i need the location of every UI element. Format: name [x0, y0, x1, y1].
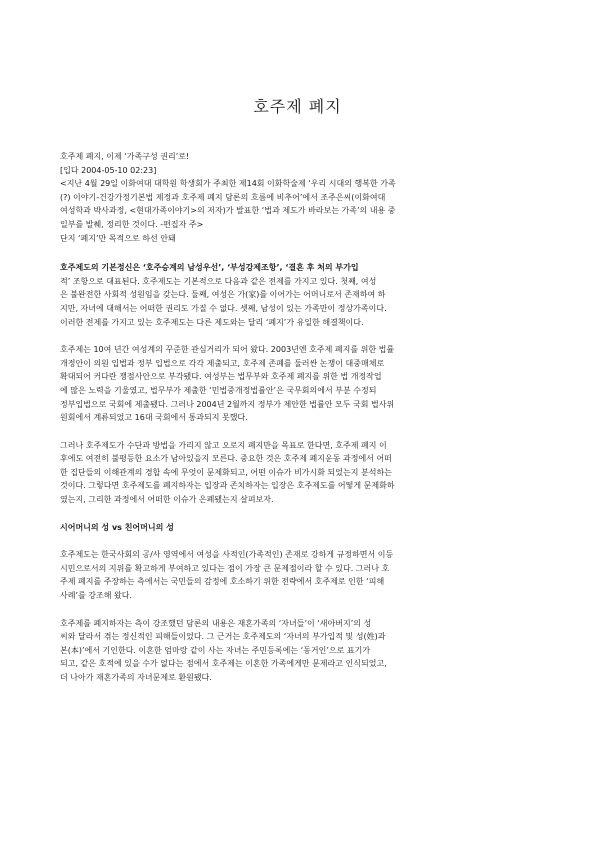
paragraph-line: 지만, 자녀에 대해서는 어떠한 권리도 가질 수 없다. 셋째, 남성이 있는 가족만이 정상가족이다. [60, 303, 387, 313]
section-heading: 단지 ‘폐지’만 목적으로 하선 안돼 [60, 233, 176, 243]
paragraph-line: 적’ 조항으로 대표된다. 호주제도는 기본적으로 다음과 같은 전제를 가지고 있다. 첫째, 여성 [60, 276, 377, 286]
paragraph-4 [60, 548, 528, 602]
paragraph-line: 에 많은 노력을 기울였고, 법무부가 제출한 ‘민법중개정법률안’은 국무회의에서 부분 수정되 [60, 385, 377, 395]
paragraph-line: 개정안이 의원 입법과 정부 입법으로 각각 제출되고, 호주제 존폐를 둘러싼 논쟁이 대중매체로 [60, 358, 385, 368]
paragraph-line: 정부입법으로 국회에 제출됐다. 그러나 2004년 2월까지 정부가 제안한 법률안 모두 국회 법사위 [60, 399, 395, 409]
intro-line: 일부를 발췌, 정리한 것이다. -편집자 주> [60, 219, 204, 229]
paragraph-line: 것이다. 그렇다면 호주제도를 폐지하자는 입장과 존치하자는 입장은 호주제도를 어떻게 문제화하 [60, 481, 395, 491]
paragraph-line: 은 불완전한 사회적 성원임을 갖는다. 둘째, 여성은 가(家)를 이어가는 어머니로서 존재하여 하 [60, 290, 386, 300]
document-body [60, 150, 528, 685]
paragraph-line: 확대되어 커다란 쟁점사안으로 부각됐다. 여성부는 법무부와 호주제 폐지를 위한 법 개정작업 [60, 372, 382, 382]
intro-line: (?) 이야기-건강가정기본법 제정과 호주제 폐지 담론의 흐름에 비추어’에서 조주은씨(이화여대 [60, 192, 386, 202]
paragraph-line: 되고, 같은 호적에 있을 수가 없다는 점에서 호주제는 이혼한 가족에게만 문제라고 인식되었고, [60, 659, 387, 669]
paragraph-line: 한 집단들의 이해관계의 경합 속에 무엇이 문제화되고, 어떤 이슈가 비가시화 되었는지 분석하는 [60, 467, 392, 477]
paragraph-line: 그러나 호주제도가 수단과 방법을 가리지 않고 오로지 폐지만을 목표로 한다면, 호주제 폐지 이 [60, 440, 387, 450]
article-subtitle: 호주제 폐지, 이제 ‘가족구성 권리’로! [60, 152, 190, 161]
paragraph-line: 사례’를 강조해 왔다. [60, 591, 132, 601]
section-heading: 시어머니의 성 vs 친어머니의 성 [60, 522, 174, 532]
paragraph-line: 더 나아가 재혼가족의 자녀문제로 환원됐다. [60, 673, 212, 682]
paragraph-1 [60, 261, 528, 329]
paragraph-line: 이러한 전제를 가지고 있는 호주제도는 다른 제도와는 달리 ‘폐지’가 유일한 해결책이다. [60, 317, 364, 327]
paragraph-line: 주제 폐지를 주장하는 측에서는 국민들의 감정에 호소하기 위한 전략에서 호주제로 인한 ‘피해 [60, 577, 385, 587]
paragraph-line: 원회에서 계류되었고 16대 국회에서 통과되지 못했다. [60, 413, 248, 423]
intro-line: 여성학과 박사과정, <현대가족이야기>의 저자)가 발표한 ‘법과 제도가 바라보는 가족’의 내용 중 [60, 206, 396, 216]
article-date: [입다 2004-05-10 02:23] [60, 165, 157, 175]
paragraph-3 [60, 439, 528, 507]
paragraph-line: 씨와 달라서 겪는 정신적인 피해들이었다. 그 근거는 호주제도의 ‘자녀의 부가입적 및 성(姓)과 [60, 632, 386, 642]
paragraph-line: 시민으로서의 지위를 확고하게 부여하고 있다는 점이 가장 큰 문제점이라 할 수 있다. 그러나 호 [60, 563, 390, 573]
paragraph-line: 본(本)’에서 기인한다. 이혼한 엄마랑 같이 사는 자녀는 주민등록에는 ‘동거인’으로 표기가 [60, 645, 371, 655]
paragraph-line: 후에도 여전히 불평등한 요소가 남아있을지 모른다. 중요한 것은 호주제 폐지운동 과정에서 어떠 [60, 454, 392, 464]
paragraph-line: 호주제도의 기본정신은 ‘호주승계의 남성우선’, ‘부성강제조항’, ‘결혼 후 처의 부가입 [60, 263, 359, 273]
paragraph-line: 호주제를 폐지하자는 측이 강조했던 담론의 내용은 재혼가족의 ‘자녀들’이 ‘새아버지’의 성 [60, 618, 372, 628]
document-title: 호주제 폐지 [253, 97, 342, 116]
paragraph-line: 호주제는 10여 년간 여성계의 꾸준한 관심거리가 되어 왔다. 2003년엔 호주제 폐지를 위한 법률 [60, 345, 395, 355]
paragraph-line: 호주제도는 한국사회의 공/사 영역에서 여성을 사적인(가족적인) 존재로 강하게 규정하면서 이등 [60, 550, 394, 560]
paragraph-line: 였는지, 그리한 과정에서 어떠한 이슈가 은폐됐는지 살펴보자. [60, 495, 274, 505]
paragraph-2 [60, 343, 528, 425]
intro-line: <지난 4월 29일 이화여대 대학원 학생회가 주최한 제14회 이화학술제 ‘우리 시대의 행복한 가족 [60, 179, 396, 189]
paragraph-5 [60, 617, 528, 685]
